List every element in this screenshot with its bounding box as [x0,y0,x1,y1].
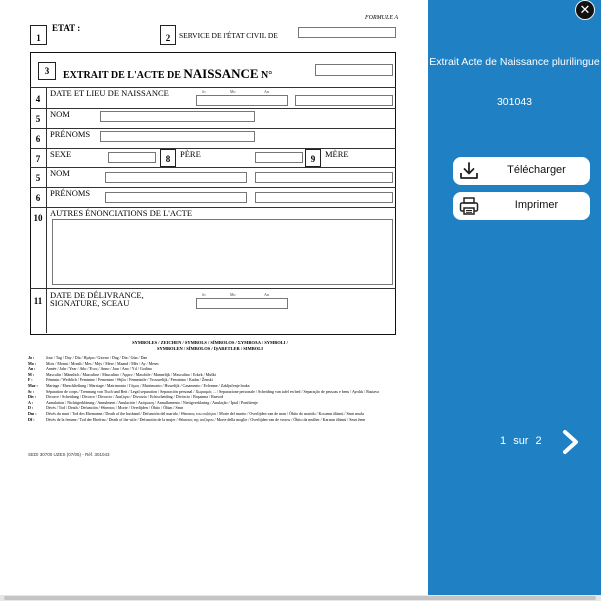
symbol-text: Mariage / Eheschließung / Marriage / Matrimonio / Γάμος / Matrimonio / Huwelijk / Casamento / Evlenme / Zaključenje braka [46,383,250,388]
print-label: Imprimer [514,199,559,211]
prenoms-parents-label: PRÉNOMS [50,188,91,198]
page-indicator [500,435,546,447]
horizontal-scrollbar[interactable] [0,595,601,601]
symbol-line [28,405,183,410]
field-number: 6 [35,134,41,144]
field-number: 10 [33,213,43,223]
pere-prenoms-field [105,192,247,203]
symbol-line [28,366,152,371]
symbol-line [28,411,364,416]
symbol-code: Mar : [28,383,38,388]
year-sublabel: An [264,292,269,297]
page-total: 2 [535,435,542,447]
download-icon [458,161,480,181]
extrait-title: EXTRAIT DE L'ACTE DE NAISSANCE N° [63,66,273,81]
field-number: 7 [35,154,41,164]
symbol-code: Mo : [28,360,37,366]
mere-nom-field [255,172,393,183]
field-number: 6 [35,193,41,203]
symbol-text: Divorce / Scheidung / Divorce / Divorcio / Διαζύγιο / Divorzio / Echtscheiding / Divórcio / Boşanma / Razvod [46,394,224,400]
symbol-line [28,377,213,382]
formule-label: FORMULE A [365,15,399,21]
sexe-field [108,152,156,163]
download-label: Télécharger [507,164,566,176]
symbol-line [28,417,365,422]
mere-label: MÈRE [325,149,349,159]
side-panel [428,0,601,596]
print-button[interactable] [453,192,590,220]
nom-parents-label: NOM [50,168,70,178]
symbol-text: Année / Jahr / Year / Año / Έτος / Anno / Jaar / Ano / Yıl / Godina [46,366,152,372]
symbol-code: Div : [28,394,37,400]
symbol-line [28,355,147,360]
field-number: 1 [36,33,41,43]
symbol-text: Mois / Monat / Month / Mes / Μήν / Mese / Maand / Mês / Ay / Mesec [46,360,160,366]
month-sublabel: Mo [230,292,236,297]
symbol-line [28,372,216,377]
document-reference: 301043 [496,96,533,108]
symbol-text: Décès / Tod / Death / Defunción / Θάνατος / Morte / Overlijden / Óbito / Ölüm / Smrt [46,405,184,411]
etat-label: ETAT : [52,23,81,33]
pere-field [255,152,303,163]
symbol-code: An : [28,366,36,372]
scrollbar-thumb[interactable] [4,596,596,600]
nom-label: NOM [50,109,70,119]
delivrance-date-field [196,298,288,309]
day-sublabel: Jo [202,292,206,297]
field-number: 8 [165,154,171,164]
autres-label: AUTRES ÉNONCIATIONS DE L'ACTE [50,208,193,218]
symbol-line [28,389,379,394]
delivrance-label-2: SIGNATURE, SCEAU [50,298,130,308]
close-button[interactable] [575,0,595,20]
document-title: Extrait Acte de Naissance plurilingue [429,56,600,68]
field-number: 11 [33,296,43,306]
field-number: 4 [35,94,41,104]
date-lieu-label: DATE ET LIEU DE NAISSANCE [50,88,169,98]
printer-icon [458,196,480,216]
pere-label: PÈRE [180,149,201,159]
symbol-text: Jour / Tag / Day / Día / Ημέρα / Giorno / Dag / Dia / Gün / Dan [46,355,148,360]
symbol-text: Masculin / Männlich / Masculine / Masculino / Άρρεν / Maschile / Mannelijk / Masculino / Erkek / Muški [46,371,216,377]
prenoms-label: PRÉNOMS [50,129,91,139]
field-number: 5 [35,173,41,183]
chevron-right-icon [561,429,581,455]
field-number: 2 [165,33,171,43]
document-footer: SEDI 30700 UZES (07/05) - Réf. 301043 [28,452,110,457]
symbol-code: D : [28,405,34,411]
delivrance-label-1: DATE DE DÉLIVRANCE, [50,290,144,300]
symbol-text: Décès du mari / Tod des Ehemanns / Death of the husband / Defunción del marido / Θάνατος του συζύγου / Morte del marito / Overlijden van de man / Óbito do marido / Kocanın ölümü / Smrt muža [46,411,364,416]
symbol-code: F : [28,377,33,383]
symbols-title: SYMBOLES / ZEICHEN / SYMBOLS / SÍMBOLOS / ΣΥΜΒΟΛΑ / SYMBOLI / SYMBOLEN / SÍMBOLOS / İŞARETLER / SIMBOLI [132,340,288,351]
birth-place-field [295,95,393,106]
month-sublabel: Mo [230,89,236,94]
symbol-code: Dm : [28,411,37,416]
symbol-text: Annulation / Nichtigerklärung / Annulment / Anulación / Ακύρωση / Annullamento / Nietigverklaring / Anulação / İptal / Poništenje [46,399,258,405]
field-number: 5 [35,114,41,124]
symbol-line [28,400,258,405]
birth-date-field [196,95,288,106]
symbol-code: Df : [28,416,35,422]
day-sublabel: Jo [202,89,206,94]
sexe-label: SEXE [50,149,72,159]
service-label: SERVICE DE l'ÉTAT CIVIL DE [179,31,278,40]
numero-field [315,64,393,76]
mere-prenoms-field [255,192,393,203]
symbol-text: Séparation de corps / Trennung von Tisch und Bett / Legal separation / Separación personal / Χωρισμός ... / Separazione personale / Scheiding van tafel en bed / Separação de pessoas e bens / Ayrılık / Rastava [46,388,379,394]
download-button[interactable] [453,157,590,185]
symbol-code: M : [28,371,35,377]
autres-field [52,219,393,285]
symbol-code: A : [28,399,33,405]
symbol-code: Sc : [28,388,35,394]
symbol-text: Décès de la femme / Tod der Ehefrau / Death of the wife / Defunción de la mujer / Θάνατος της συζύγου / Morte della moglie / Overlijden van de vrouw / Óbito da mulher / Karının ölümü / Smrt žene [46,416,366,422]
year-sublabel: An [264,89,269,94]
field-number: 9 [310,154,316,164]
close-icon: ✕ [579,2,591,17]
symbol-line [28,383,250,388]
service-field [298,27,396,38]
nom-field [100,111,255,122]
pere-nom-field [105,172,247,183]
symbol-line [28,394,223,399]
next-page-button[interactable] [561,429,581,455]
page-current: 1 [500,435,507,447]
page-separator: sur [513,435,529,447]
field-number: 3 [44,66,50,76]
symbol-code: Jo : [28,355,35,360]
symbol-text: Féminin / Weiblich / Feminine / Femenino / Θήλυ / Femminile / Vrouwelijk / Feminino / Kadın / Ženski [46,377,213,383]
symbol-line [28,361,159,366]
prenoms-field [100,131,255,142]
